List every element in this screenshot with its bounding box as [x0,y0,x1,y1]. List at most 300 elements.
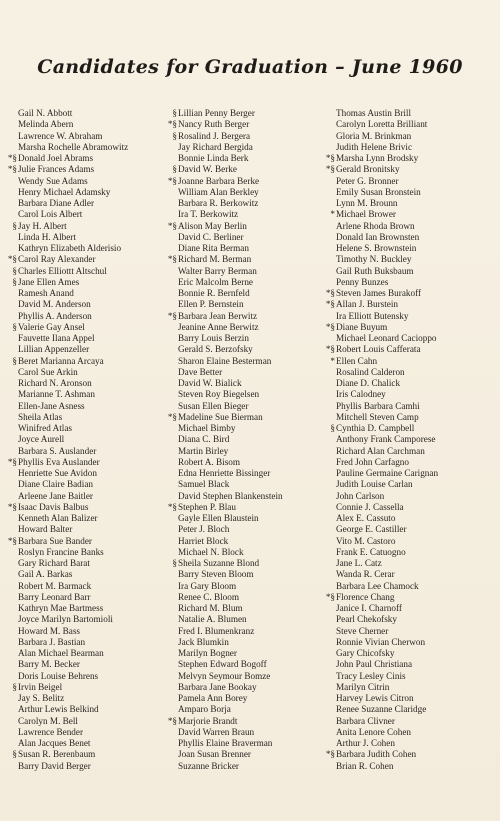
candidate-name-text: Florence Chang [336,591,395,602]
candidate-name [4,187,164,198]
candidate-name-text: Barry M. Becker [18,659,80,670]
candidate-name [322,626,498,637]
candidate-name-text: Gary Chicofsky [336,648,395,658]
honors-mark: *§ [7,501,17,512]
candidate-name-text: Amparo Borja [178,704,231,715]
candidate-name-text: Gloria M. Brinkman [336,130,412,141]
candidate-name [322,479,498,490]
candidate-name-text: Lawrence W. Abraham [18,130,103,141]
candidate-name-text: Harvey Lewis Citron [336,693,414,703]
candidate-name-text: Ira T. Berkowitz [178,209,239,220]
candidate-name [4,614,164,625]
candidate-name [4,198,164,209]
candidate-name [322,108,498,119]
candidate-name-text: Ellen P. Bernstein [178,299,244,310]
candidate-name-text: Phyllis Elaine Braverman [178,738,273,748]
candidate-name-text: Donald Joel Abrams [18,153,94,163]
candidate-name-text: Michael Bimby [178,423,236,433]
candidate-name-text: Ellen-Jane Asness [18,400,85,411]
candidate-name-text: Kenneth Alan Balizer [18,513,98,523]
candidate-name [322,266,498,277]
candidate-name-text: Janice I. Charnoff [336,603,402,613]
candidate-name [322,727,498,738]
candidate-name [164,547,330,558]
candidate-name [322,581,498,592]
candidate-name [4,513,164,524]
candidate-name-text: Barry Louis Berzin [178,333,249,343]
honors-mark: *§ [325,749,335,760]
candidate-name [4,468,164,479]
candidate-name-text: Arthur J. Cohen [336,738,395,748]
candidate-name-text: Steven Roy Biegelsen [178,389,260,400]
candidate-name-text: Diane Rita Berman [178,243,249,253]
candidate-name [322,682,498,693]
honors-mark: *§ [325,164,335,175]
candidate-name-text: David Stephen Blankenstein [178,490,283,501]
candidate-name-text: Marilyn Bogner [178,648,237,658]
candidate-name-text: Melvyn Seymour Bomze [178,670,271,681]
candidate-name [4,142,164,153]
candidate-name [4,693,164,704]
candidate-name [322,536,498,547]
candidate-name [322,288,498,299]
candidate-name [164,491,330,502]
candidate-name-text: Renee C. Bloom [178,591,239,602]
candidate-name-text: Jack Blumkin [178,636,229,647]
candidate-name-text: Edna Henriette Bissinger [178,468,271,478]
candidate-name [322,524,498,535]
candidate-name [164,108,330,119]
candidate-name-text: Barry David Berger [18,760,91,771]
honors-mark: *§ [167,411,177,422]
candidate-name [322,153,498,164]
honors-mark: *§ [167,119,177,130]
honors-mark: § [172,108,177,118]
candidate-name [164,626,330,637]
candidate-name [164,277,330,288]
candidate-name-text: Richard Alan Carchman [336,445,425,456]
candidate-name [4,626,164,637]
candidate-name-text: Valerie Gay Ansel [18,321,85,332]
candidate-name-text: Donald Ian Brownsten [336,231,420,242]
candidate-name [4,356,164,367]
candidate-name-text: Barbara S. Auslander [18,445,97,456]
candidate-name-text: Barbara R. Berkowitz [178,198,259,208]
candidate-name-text: Carol Sue Arkin [18,366,78,377]
honors-mark: *§ [325,344,335,355]
candidate-name-text: Barbara Judith Cohen [336,749,417,760]
candidate-name [164,468,330,479]
candidate-name-text: Judith Louise Carlan [336,479,413,490]
candidate-name-text: Marsha Lynn Brodsky [336,153,419,163]
candidate-name [164,479,330,490]
candidate-name [322,243,498,254]
candidate-name-text: Susan R. Berenbaum [18,749,96,760]
candidate-name-text: Joan Susan Brenner [178,749,251,760]
candidate-name [164,243,330,254]
candidate-name-text: Diana C. Bird [178,434,230,445]
candidate-name [4,704,164,715]
honors-mark: *§ [325,153,335,163]
candidate-name-text: Phyllis Eva Auslander [18,456,100,467]
candidate-name [164,558,330,569]
candidate-name [322,299,498,310]
candidate-name-text: Mitchell Steven Camp [336,411,419,422]
candidate-name-text: Richard N. Aronson [18,378,92,388]
candidate-name [4,299,164,310]
candidate-name-text: Jay H. Albert [18,220,67,231]
candidate-name-text: Beret Marianna Arcaya [18,355,104,366]
candidate-name [164,333,330,344]
candidate-name [4,761,164,772]
candidate-name [322,558,498,569]
candidate-name-text: Richard M. Berman [178,254,252,265]
candidate-name [4,603,164,614]
candidate-name [4,209,164,220]
candidate-name-text: Barry Leonard Barr [18,591,91,602]
candidate-name-text: Fred I. Blumenkranz [178,625,255,636]
candidate-name-text: Joyce Marilyn Bartomioli [18,614,113,625]
candidate-name-text: Phyllis Barbara Camhi [336,400,420,411]
candidate-name-text: Barbara Lee Chamock [336,580,419,591]
candidate-name [322,671,498,682]
candidate-name-text: Diane Claire Badian [18,479,94,490]
candidate-name [4,119,164,130]
candidate-name-text: Lillian Penny Berger [178,108,255,118]
names-column-2 [164,108,330,772]
candidate-name [4,648,164,659]
candidate-name [322,569,498,580]
candidate-name [4,401,164,412]
candidate-name-text: Helene S. Brownstein [336,243,417,253]
candidate-name [4,569,164,580]
candidate-name [164,254,330,265]
candidate-name [164,603,330,614]
candidate-name-text: Michael N. Block [178,546,244,557]
candidate-name-text: Robert A. Bisom [178,456,241,467]
candidate-name-text: Walter Barry Berman [178,265,257,276]
candidate-name-text: Gail N. Abbott [18,108,73,118]
honors-mark: § [12,749,17,760]
candidate-name-text: Marjorie Brandt [178,715,238,726]
candidate-name [164,659,330,670]
names-column-3 [322,108,498,772]
candidate-name-text: John Carlson [336,490,385,501]
candidate-name [4,277,164,288]
candidate-name [164,164,330,175]
candidate-name [164,131,330,142]
candidate-name-text: David W. Bialick [178,378,242,388]
candidate-name-text: Steve Cherner [336,625,389,636]
candidate-name [322,401,498,412]
candidate-name-text: Rosalind J. Bergera [178,130,251,141]
candidate-name-text: Wendy Sue Adams [18,175,88,186]
candidate-name [4,266,164,277]
candidate-name-text: Iris Calodney [336,389,386,400]
honors-mark: § [12,355,17,366]
candidate-name [164,513,330,524]
candidate-name [322,322,498,333]
candidate-name [164,153,330,164]
candidate-name [322,131,498,142]
candidate-name-text: Kathryn Mae Bartmess [18,603,104,613]
candidate-name [4,547,164,558]
honors-mark: § [330,423,335,433]
candidate-name [322,378,498,389]
candidate-name [4,254,164,265]
candidate-name [322,592,498,603]
candidate-name-text: Marsha Rochelle Abramowitz [18,141,129,152]
honors-mark: *§ [167,310,177,321]
candidate-name [4,108,164,119]
candidate-name-text: Michael Leonard Cacioppo [336,333,437,343]
candidate-name-text: Ira Gary Bloom [178,580,237,591]
candidate-name-text: Arthur Lewis Belkind [18,704,99,715]
candidate-name-text: Emily Susan Bronstein [336,186,421,197]
candidate-name [164,614,330,625]
candidate-name [164,423,330,434]
candidate-name [164,738,330,749]
candidate-name [164,671,330,682]
candidate-name-text: Natalie A. Blumen [178,614,247,625]
candidate-name-text: Alex E. Cassuto [336,513,396,523]
candidate-name [164,367,330,378]
candidate-name [164,232,330,243]
candidate-name-text: Arlene Rhoda Brown [336,220,415,231]
candidate-name [4,558,164,569]
candidate-name-text: Jane Ellen Ames [18,276,80,287]
candidate-name-text: Doris Louise Behrens [18,670,99,681]
candidate-name [322,749,498,760]
candidate-name-text: Diane Buyum [336,321,388,332]
candidate-name [4,344,164,355]
candidate-name-text: Cynthia D. Campbell [336,423,415,433]
candidate-name [164,378,330,389]
candidate-name-text: David C. Berliner [178,231,244,242]
candidate-name [164,749,330,760]
candidate-name [164,716,330,727]
candidate-name-text: Peter J. Bloch [178,524,230,535]
candidate-name [322,412,498,423]
candidate-name-text: Howard Balter [18,524,73,535]
candidate-name [322,187,498,198]
candidate-name [322,389,498,400]
candidate-name-text: Ramesh Anand [18,288,74,298]
candidate-name [4,378,164,389]
candidate-name-text: David W. Berke [178,164,237,175]
candidate-name [4,749,164,760]
candidate-name [322,648,498,659]
candidate-name [164,187,330,198]
candidate-name-text: Julie Frances Adams [18,164,95,175]
candidate-name-text: Barry Steven Bloom [178,569,254,580]
candidate-name [4,232,164,243]
candidate-name [164,221,330,232]
candidate-name [4,176,164,187]
candidate-name-text: Charles Elliottt Altschul [18,265,107,276]
candidate-name-text: Carolyn M. Bell [18,715,78,726]
candidate-name-text: Arleene Jane Baitler [18,490,93,501]
candidate-name [164,581,330,592]
candidate-name-text: Gerald Bronitsky [336,164,400,175]
candidate-name-text: Gary Richard Barat [18,558,90,568]
candidate-name-text: Marianne T. Ashman [18,389,95,400]
candidate-name-text: Harriet Block [178,535,229,546]
candidate-name [4,491,164,502]
honors-mark: *§ [7,254,17,265]
candidate-name-text: Carolyn Loretta Brilliant [336,119,428,130]
candidate-name [164,266,330,277]
candidate-name-text: Howard M. Bass [18,625,81,636]
candidate-name [322,502,498,513]
candidate-name-text: Barbara Clivner [336,715,395,726]
candidate-name-text: Alan Jacques Benet [18,738,91,748]
candidate-name-text: Carol Ray Alexander [18,254,96,265]
honors-mark: § [172,558,177,568]
candidate-name [4,221,164,232]
candidate-name [4,524,164,535]
candidate-name-text: Sharon Elaine Besterman [178,355,272,366]
candidate-name [164,389,330,400]
candidate-name [164,356,330,367]
honors-mark: *§ [7,456,17,467]
candidate-name-text: David Warren Braun [178,726,255,737]
candidate-name [4,423,164,434]
candidate-name [322,468,498,479]
honors-mark: *§ [7,153,17,163]
candidate-name-text: Joyce Aurell [18,434,65,445]
candidate-name [322,209,498,220]
candidate-name [4,457,164,468]
honors-mark: *§ [325,299,335,310]
candidate-name-text: Sheila Atlas [18,411,63,422]
honors-mark: *§ [325,321,335,332]
candidate-name [164,142,330,153]
honors-mark: *§ [167,175,177,186]
candidate-name [322,356,498,367]
candidate-name [322,277,498,288]
candidate-name-text: Gail Ruth Buksbaum [336,265,414,276]
candidate-name-text: Lynn M. Brounn [336,198,398,208]
candidate-name [322,659,498,670]
candidate-name [4,412,164,423]
honors-mark: * [330,209,335,220]
candidate-name [164,176,330,187]
candidate-name [4,581,164,592]
candidate-name-text: Barbara Jean Berwitz [178,310,258,321]
candidate-name-text: Kathryn Elizabeth Alderisio [18,243,122,253]
candidate-name-text: Marilyn Citrin [336,681,390,692]
candidate-name-text: Stephen P. Blau [178,501,236,512]
honors-mark: *§ [7,535,17,546]
candidate-name-text: Irvin Beigel [18,681,63,692]
candidate-name [164,434,330,445]
candidate-name-text: Jay S. Belitz [18,693,65,703]
candidate-name [164,682,330,693]
honors-mark: *§ [325,591,335,602]
candidate-name-text: Richard M. Blum [178,603,243,613]
candidate-name-text: Ellen Cahn [336,355,378,366]
candidate-name-text: Anita Lenore Cohen [336,726,412,737]
candidate-name [164,311,330,322]
candidate-name [322,704,498,715]
honors-mark: *§ [167,501,177,512]
candidate-name [164,299,330,310]
candidate-name [322,142,498,153]
candidate-name-text: Gerald S. Berzofsky [178,344,253,355]
candidate-name-text: Timothy N. Buckley [336,254,412,265]
candidate-name-text: Jeanine Anne Berwitz [178,321,259,332]
candidate-name-text: Melinda Abern [18,119,74,130]
candidate-name-text: David M. Anderson [18,299,91,310]
candidate-name [164,457,330,468]
candidate-name-text: Isaac Davis Balbus [18,501,89,512]
candidate-name [322,254,498,265]
candidate-name-text: Carol Lois Albert [18,209,83,220]
candidate-name-text: Bonnie Linda Berk [178,153,249,163]
candidate-name [322,434,498,445]
candidate-name [164,648,330,659]
candidate-name-text: Ronnie Vivian Cherwon [336,636,426,647]
candidate-name-text: Eric Malcolm Berne [178,276,254,287]
candidate-name [164,119,330,130]
candidate-name [4,288,164,299]
honors-mark: *§ [167,715,177,726]
candidate-name-text: Diane D. Chalick [336,378,401,388]
candidate-name-text: Sheila Suzanne Blond [178,558,260,568]
candidate-name-text: Frank E. Catuogno [336,546,406,557]
candidate-name-text: George E. Castiller [336,524,407,535]
honors-mark: § [12,265,17,276]
candidate-name [4,479,164,490]
candidate-name [164,592,330,603]
candidate-name [4,536,164,547]
candidate-name [322,446,498,457]
candidate-name [4,659,164,670]
candidate-name [322,367,498,378]
candidate-name [164,401,330,412]
candidate-name-text: Dave Better [178,366,223,377]
candidate-name-text: Lillian Appenzeller [18,344,90,355]
candidate-name [4,434,164,445]
candidate-name [4,131,164,142]
candidate-name [322,119,498,130]
candidate-name [164,524,330,535]
candidate-name [4,716,164,727]
candidate-name [164,761,330,772]
candidate-name [164,502,330,513]
honors-mark: § [12,220,17,231]
candidate-name [322,176,498,187]
candidate-name-text: Samuel Black [178,479,230,490]
candidate-name [4,243,164,254]
candidate-name [322,198,498,209]
candidate-name [164,727,330,738]
candidate-name-text: Pauline Germaine Carignan [336,468,439,478]
candidate-name-text: Allan J. Burstein [336,299,399,310]
candidate-name-text: Stephen Edward Bogoff [178,659,267,670]
candidate-name [4,153,164,164]
candidate-name-text: Barbara Sue Bander [18,535,92,546]
candidate-name [4,727,164,738]
candidate-name [164,288,330,299]
candidate-name-text: Madeline Sue Bierman [178,411,263,422]
candidate-name [322,547,498,558]
candidate-name-text: Barbara Jane Bookay [178,681,257,692]
candidate-name-text: John Paul Christiana [336,659,413,670]
honors-mark: * [330,355,335,366]
candidate-name-text: Joanne Barbara Berke [178,175,260,186]
